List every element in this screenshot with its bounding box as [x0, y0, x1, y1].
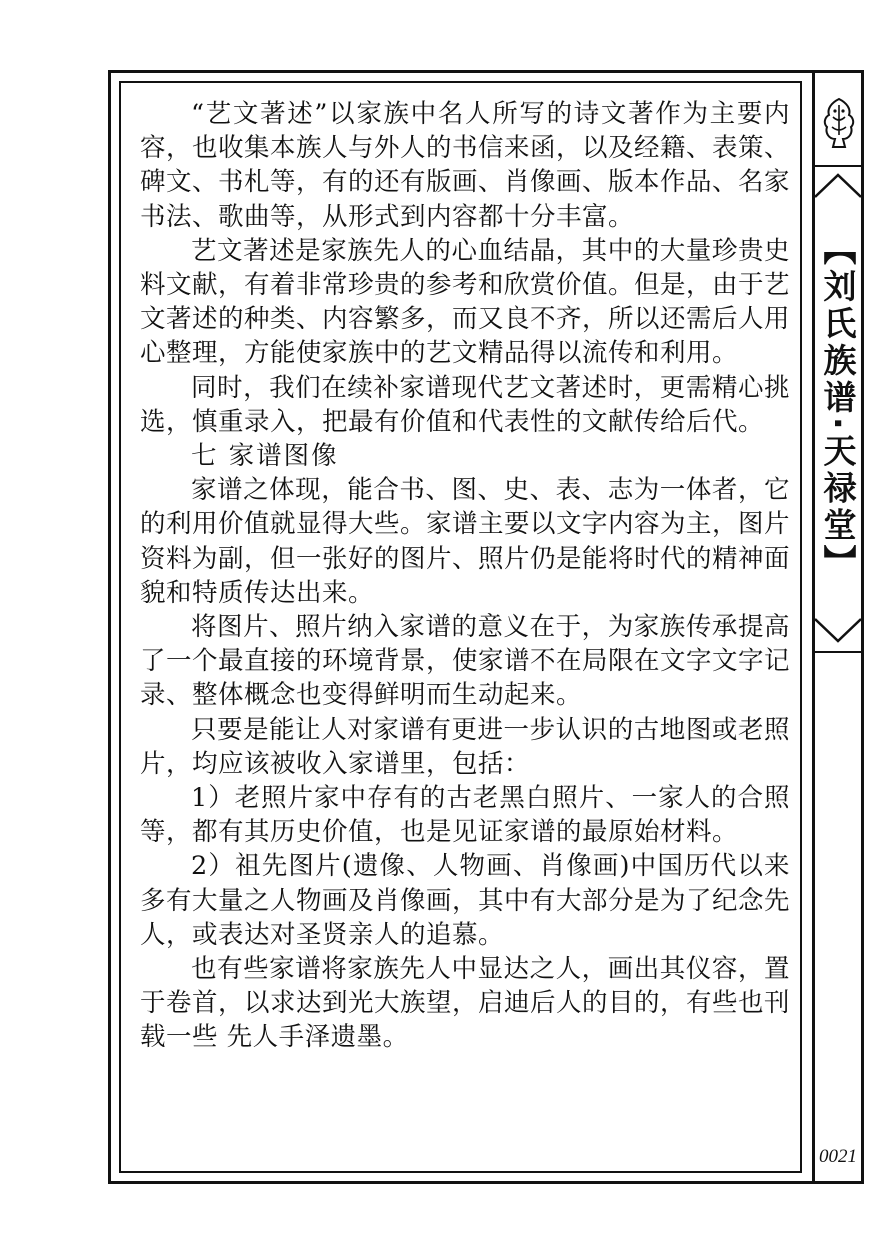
title-box	[815, 173, 861, 643]
divider-line	[815, 651, 861, 653]
dragon-ornament-icon	[819, 95, 859, 151]
paragraph: 将图片、照片纳入家谱的意义在于，为家族传承提高了一个最直接的环境背景，使家谱不在局限在文字文字记录、整体概念也变得鲜明而生动起来。	[140, 612, 791, 711]
paragraph: 2）祖先图片(遗像、人物画、肖像画)中国历代以来多有大量之人物画及肖像画，其中有大部分是为了纪念先人，或表达对圣贤亲人的追慕。	[140, 851, 791, 950]
body-text	[140, 97, 790, 1055]
divider-line	[815, 165, 861, 167]
section-heading: 七 家谱图像	[191, 441, 339, 472]
paragraph: 艺文著述是家族先人的心血结晶，其中的大量珍贵史料文献，有着非常珍贵的参考和欣赏价值。但是，由于艺文著述的种类、内容繁多，而又良不齐，所以还需后人用心整理，方能使家族中的艺文精品得以流传和利用。	[140, 235, 791, 369]
paragraph: 1）老照片家中存有的古老黑白照片、一家人的合照等，都有其历史价值，也是见证家谱的最原始材料。	[140, 783, 790, 848]
paragraph: 只要是能让人对家谱有更进一步认识的古地图或老照片，均应该被收入家谱里，包括：	[140, 714, 790, 779]
page-number: 0021	[819, 1146, 857, 1167]
side-panel	[815, 73, 861, 1181]
side-title: 【刘氏族谱·天禄堂】	[818, 232, 858, 582]
paragraph: 家谱之体现，能合书、图、史、表、志为一体者，它的利用价值就显得大些。家谱主要以文字内容为主，图片资料为副，但一张好的图片、照片仍是能将时代的精神面貌和特质传达出来。	[140, 475, 791, 608]
paragraph: “艺文著述”以家族中名人所写的诗文著作为主要内容，也收集本族人与外人的书信来函，以及经籍、表策、碑文、书札等，有的还有版画、肖像画、版本作品、名家书法、歌曲等，从形式到内容都十分丰富。	[140, 99, 791, 232]
paragraph: 同时，我们在续补家谱现代艺文著述时，更需精心挑选，慎重录入，把最有价值和代表性的文献传给后代。	[140, 372, 790, 437]
paragraph: 也有些家谱将家族先人中显达之人，画出其仪容，置于卷首，以求达到光大族望，启迪后人的目的，有些也刊载一些 先人手泽遗墨。	[140, 954, 791, 1053]
